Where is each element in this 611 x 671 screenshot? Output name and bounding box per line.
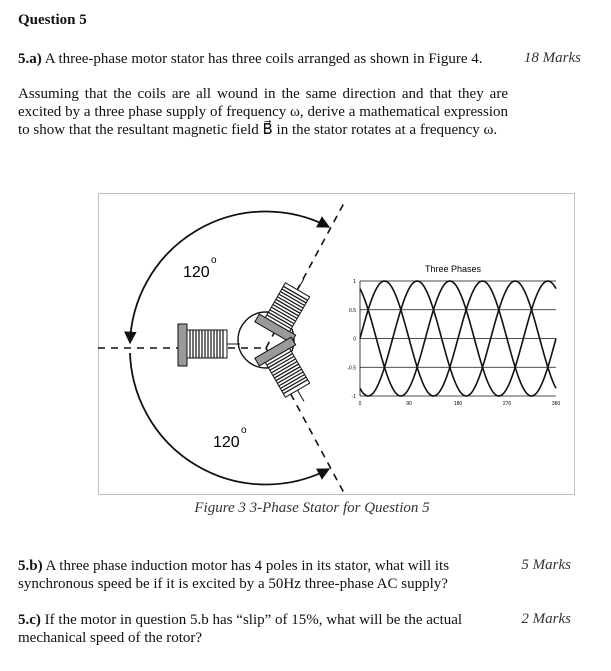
chart-x-tick-label: 0 [358,401,362,407]
chart-x-tick-label: 90 [406,401,412,407]
part-b-text-1: A three phase induction motor has 4 poles in its stator, what will its [45,558,450,574]
question-title: Question 5 [18,12,87,28]
chart-y-tick-label: 1 [353,279,356,285]
chart-y-tick-label: -0.5 [347,365,356,372]
part-b-marks: 5 Marks [521,557,571,573]
part-a-text: A three-phase motor stator has three coils arranged as shown in Figure 4. [44,51,483,67]
angle-label-top: 120 [183,264,210,281]
coil-upper [255,268,322,343]
part-b-line-1 [18,557,449,575]
part-a-heading [18,50,483,68]
part-a-paragraph: Assuming that the coils are all wound in the same direction and that they are excited by a three phase supply of frequency ω, derive a mathematical expression to show that the resultant magnetic field B⃗ in the stator rotates at a frequency ω. [18,86,508,138]
three-phase-chart [347,264,560,407]
part-a-marks: 18 Marks [523,50,581,66]
upper-rotation-arc [130,211,329,343]
coil-lower [255,337,322,412]
part-c-line-1 [18,611,462,629]
chart-y-tick-label: 0 [353,336,356,343]
part-c-text-1: If the motor in question 5.b has “slip” of 15%, what will be the actual [44,612,463,628]
part-c-label: 5.c) [18,612,41,628]
degree-top: o [211,255,217,266]
chart-y-tick-label: -1 [351,394,356,400]
part-c-marks: 2 Marks [521,611,571,627]
part-b-label: 5.b) [18,558,43,574]
stator-figure [98,193,575,495]
part-b-text-2: synchronous speed be if it is excited by a 50Hz three-phase AC supply? [18,576,448,592]
chart-x-tick-label: 180 [453,401,463,407]
part-c-text-2: mechanical speed of the rotor? [18,630,203,646]
angle-label-bottom: 120 [213,434,240,451]
chart-title: Three Phases [424,264,482,274]
chart-x-tick-label: 360 [551,401,561,407]
part-a-label: 5.a) [18,51,42,67]
coil-left [178,324,240,366]
chart-x-tick-label: 270 [502,401,512,407]
figure-caption: Figure 3 3-Phase Stator for Question 5 [194,500,430,516]
chart-y-tick-label: 0.5 [349,307,356,314]
degree-bottom: o [241,425,247,436]
